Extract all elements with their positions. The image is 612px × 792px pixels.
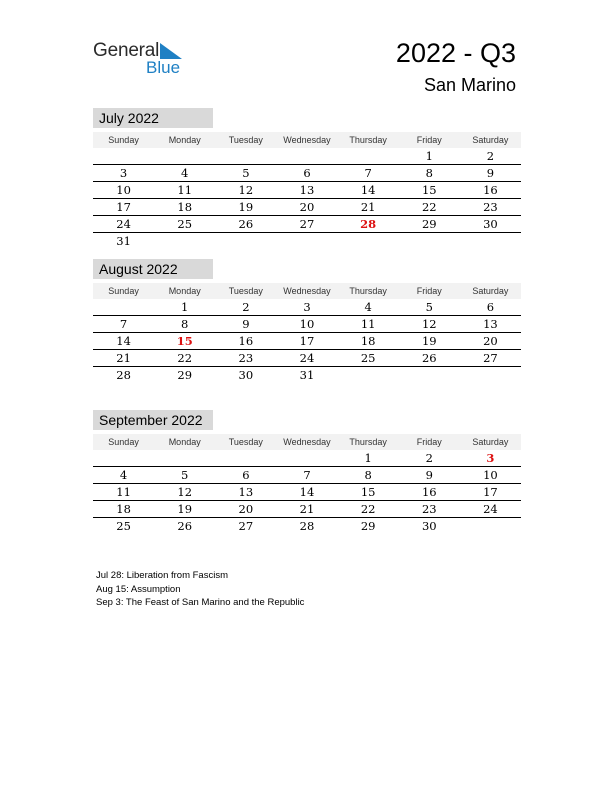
day-cell: 25 [177,217,193,231]
week-row [93,333,521,350]
weekday-label: Wednesday [283,437,331,447]
week-row [93,350,521,367]
logo-flag-icon [160,43,182,59]
weekday-label: Thursday [349,286,387,296]
month-grid [93,148,521,249]
month-august [93,259,521,383]
day-cell: 19 [238,200,254,214]
holiday-note: Aug 15: Assumption [96,583,181,595]
weekday-label: Wednesday [283,135,331,145]
month-september [93,410,521,534]
day-cell [154,148,215,164]
weekday-label: Tuesday [228,135,263,145]
day-cell: 13 [299,183,315,197]
weekday-label: Monday [168,437,201,447]
day-cell: 20 [238,502,254,516]
day-cell: 18 [177,200,193,214]
day-cell: 21 [116,351,131,365]
day-cell: 4 [364,300,372,314]
day-cell: 27 [299,217,315,231]
day-cell: 25 [360,351,376,365]
month-grid [93,450,521,534]
day-cell [154,450,215,466]
month-label: September 2022 [93,410,213,430]
week-row [93,233,521,249]
day-cell: 5 [425,300,433,314]
day-cell: 23 [238,351,254,365]
logo-text-blue: Blue [146,58,181,77]
day-cell: 10 [299,317,315,331]
logo [93,40,193,80]
day-cell [276,450,337,466]
day-cell: 21 [299,502,315,516]
weekday-label: Saturday [472,135,509,145]
day-cell: 22 [360,502,376,516]
day-cell: 2 [425,451,433,465]
day-cell: 5 [181,468,189,482]
day-cell: 2 [486,149,495,163]
weekday-label: Saturday [472,437,509,447]
weekday-label: Monday [168,286,201,296]
day-cell: 11 [116,485,131,499]
day-cell: 28 [299,519,315,533]
day-cell [154,233,215,249]
day-cell [215,450,276,466]
day-cell: 7 [364,166,372,180]
day-cell: 12 [238,183,254,197]
day-cell: 4 [119,468,128,482]
weekday-label: Sunday [108,286,139,296]
day-cell: 22 [177,351,193,365]
week-row [93,484,521,501]
day-cell [460,367,521,383]
day-cell: 14 [360,183,376,197]
day-cell: 16 [421,485,437,499]
day-cell: 3 [486,451,495,465]
day-cell: 26 [421,351,437,365]
day-cell: 26 [238,217,254,231]
day-cell: 14 [116,334,131,348]
day-cell [338,367,399,383]
weekday-label: Sunday [108,437,139,447]
week-row [93,182,521,199]
day-cell: 17 [483,485,498,499]
day-cell [215,233,276,249]
weekday-label: Tuesday [228,437,263,447]
day-cell: 13 [238,485,254,499]
weekday-label: Sunday [108,135,139,145]
week-row [93,165,521,182]
day-cell: 1 [181,300,189,314]
month-grid [93,299,521,383]
day-cell: 30 [421,519,437,533]
day-cell [399,233,460,249]
weekday-label: Tuesday [228,286,263,296]
day-cell: 20 [299,200,315,214]
day-cell: 25 [116,519,131,533]
day-cell: 7 [119,317,128,331]
day-cell: 12 [421,317,437,331]
day-cell: 8 [181,317,189,331]
day-cell [338,233,399,249]
day-cell: 13 [483,317,498,331]
day-cell: 31 [299,368,315,382]
day-cell: 6 [242,468,250,482]
day-cell: 18 [360,334,376,348]
week-row [93,199,521,216]
day-cell: 26 [177,519,193,533]
day-cell: 29 [360,519,376,533]
day-cell: 21 [360,200,376,214]
week-row [93,367,521,383]
day-cell: 6 [303,166,311,180]
week-row [93,148,521,165]
day-cell: 15 [360,485,376,499]
holiday-note: Sep 3: The Feast of San Marino and the Republic [96,597,305,608]
weekday-label: Thursday [349,437,387,447]
day-cell [276,148,337,164]
day-cell: 1 [425,149,433,163]
weekday-header [93,132,521,148]
week-row [93,501,521,518]
day-cell: 3 [119,166,128,180]
day-cell: 16 [238,334,254,348]
day-cell: 23 [483,200,498,214]
day-cell: 9 [242,317,250,331]
day-cell: 1 [364,451,372,465]
day-cell: 31 [116,234,131,248]
day-cell: 15 [421,183,437,197]
day-cell: 10 [116,183,131,197]
day-cell: 11 [360,317,376,331]
weekday-label: Thursday [349,135,387,145]
day-cell: 28 [116,368,131,382]
day-cell: 6 [486,300,495,314]
day-cell: 28 [360,217,377,231]
day-cell [338,148,399,164]
week-row [93,316,521,333]
day-cell: 12 [177,485,193,499]
day-cell: 17 [116,200,131,214]
day-cell [276,233,337,249]
holiday-notes [96,569,304,610]
day-cell: 16 [483,183,498,197]
day-cell: 9 [425,468,433,482]
day-cell: 19 [421,334,437,348]
week-row [93,216,521,233]
day-cell [93,450,154,466]
weekday-label: Saturday [472,286,509,296]
weekday-header [93,283,521,299]
day-cell: 20 [483,334,498,348]
weekday-label: Friday [416,286,442,296]
day-cell: 17 [299,334,315,348]
day-cell [460,233,521,249]
day-cell: 18 [116,502,131,516]
month-label: July 2022 [93,108,213,128]
day-cell [460,518,521,534]
day-cell: 23 [421,502,437,516]
day-cell: 29 [421,217,437,231]
day-cell [399,367,460,383]
day-cell: 9 [486,166,495,180]
week-row [93,467,521,484]
day-cell: 4 [181,166,189,180]
month-label: August 2022 [93,259,213,279]
weekday-label: Friday [416,135,442,145]
country-name: San Marino [423,75,516,95]
day-cell: 11 [177,183,193,197]
day-cell: 2 [242,300,250,314]
holiday-note: Jul 28: Liberation from Fascism [96,570,228,581]
day-cell [93,299,154,315]
day-cell: 15 [176,334,193,348]
day-cell: 8 [364,468,372,482]
day-cell: 7 [303,468,311,482]
day-cell: 30 [483,217,498,231]
day-cell: 14 [299,485,315,499]
day-cell: 22 [421,200,437,214]
day-cell: 10 [483,468,498,482]
week-row [93,299,521,316]
logo-text-general: General [93,40,160,61]
day-cell: 27 [238,519,254,533]
weekday-label: Wednesday [283,286,331,296]
weekday-label: Monday [168,135,201,145]
day-cell: 30 [238,368,254,382]
page-title: 2022 - Q3 [395,38,516,68]
day-cell: 8 [425,166,433,180]
week-row [93,518,521,534]
day-cell: 5 [242,166,250,180]
day-cell: 24 [483,502,498,516]
day-cell [93,148,154,164]
week-row [93,450,521,467]
weekday-label: Friday [416,437,442,447]
day-cell: 27 [483,351,498,365]
day-cell: 3 [303,300,311,314]
weekday-header [93,434,521,450]
day-cell: 24 [299,351,315,365]
day-cell: 24 [116,217,131,231]
day-cell: 19 [177,502,193,516]
day-cell [215,148,276,164]
day-cell: 29 [177,368,193,382]
month-july [93,108,521,249]
